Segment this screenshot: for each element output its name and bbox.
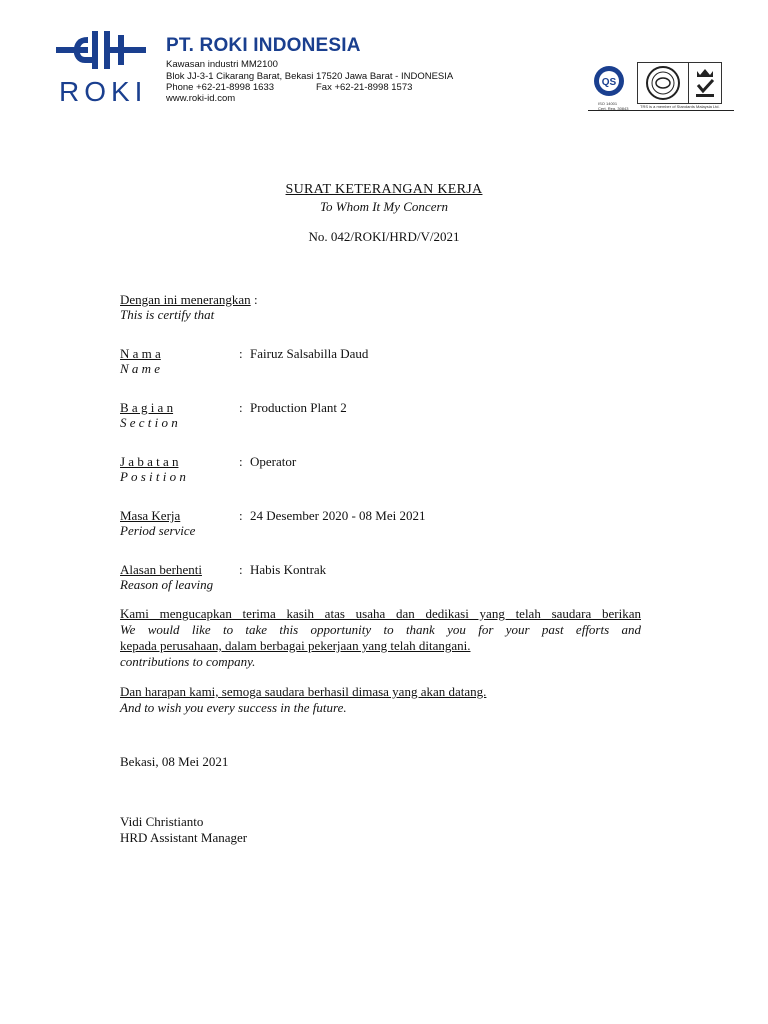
place-and-date: Bekasi, 08 Mei 2021 — [120, 754, 229, 769]
field-label-en: Period service — [120, 523, 196, 538]
field-label-en: P o s i t i o n — [120, 469, 186, 484]
iso-certification-mark — [588, 62, 630, 102]
field-label-id: J a b a t a n — [120, 454, 179, 469]
cert-caption-iso: ISO 14001 — [598, 101, 618, 106]
intro-statement — [120, 292, 258, 308]
field-label-id: Alasan berhenti — [120, 562, 202, 577]
hope-id-text: Dan harapan kami, semoga saudara berhasil dimasa yang akan datang. — [120, 684, 487, 699]
field-colon: : — [239, 346, 243, 361]
field-value: Fairuz Salsabilla Daud — [250, 346, 369, 361]
field-value: Operator — [250, 454, 297, 469]
header-divider — [588, 110, 734, 111]
document-number: No. 042/ROKI/HRD/V/2021 — [308, 229, 460, 244]
ukas-certification-mark — [688, 62, 722, 104]
document-title: SURAT KETERANGAN KERJA — [285, 182, 483, 197]
svg-text:QS: QS — [601, 77, 617, 88]
logo-wordmark: ROKI — [59, 76, 148, 107]
field-value: Production Plant 2 — [250, 400, 347, 415]
field-label-id: B a g i a n — [120, 400, 174, 415]
field-label-id: N a m a — [120, 346, 161, 361]
seal-icon — [638, 63, 688, 103]
intro-en: This is certify that — [120, 307, 215, 322]
company-logo — [55, 30, 147, 106]
address-line-1: Kawasan industri MM2100 — [166, 59, 278, 70]
thanks-en-line-1: We would like to take this opportunity to thank you for your past efforts and — [120, 622, 641, 637]
signatory-title: HRD Assistant Manager — [120, 830, 248, 845]
field-label-id: Masa Kerja — [120, 508, 181, 523]
hope-id — [120, 684, 486, 700]
signatory-name: Vidi Christianto — [120, 814, 204, 829]
website-link[interactable]: www.roki-id.com — [166, 93, 236, 104]
iso-badge-icon — [588, 62, 630, 102]
intro-colon: : — [250, 292, 258, 307]
crown-check-icon — [689, 63, 721, 103]
field-label-en: N a m e — [120, 361, 161, 376]
field-colon: : — [239, 562, 243, 577]
thanks-en-line-2: contributions to company. — [120, 654, 256, 669]
field-label-en: Reason of leaving — [120, 577, 214, 592]
field-label-en: S e c t i o n — [120, 415, 178, 430]
phone-number: Phone +62-21-8998 1633 — [166, 82, 275, 93]
cert-caption-member: TRS is a member of Standards Malaysia Ltd. — [640, 104, 720, 109]
thanks-id-line-2 — [120, 638, 641, 654]
fax-number: Fax +62-21-8998 1573 — [316, 82, 413, 93]
field-value: Habis Kontrak — [250, 562, 327, 577]
field-colon: : — [239, 454, 243, 469]
circular-certification-seal — [637, 62, 689, 104]
thanks-id-line-1: Kami mengucapkan terima kasih atas usaha dan dedikasi yang telah saudara berikan — [120, 606, 641, 621]
document-subtitle: To Whom It My Concern — [319, 199, 449, 214]
cert-caption-reg: Cert. Reg. 30843 — [598, 106, 629, 111]
address-line-2: Blok JJ-3-1 Cikarang Barat, Bekasi 17520 Jawa Barat - INDONESIA — [166, 71, 454, 82]
field-colon: : — [239, 400, 243, 415]
company-name: PT. ROKI INDONESIA — [166, 35, 361, 56]
field-colon: : — [239, 508, 243, 523]
hope-en: And to wish you every success in the future. — [120, 700, 347, 715]
field-value: 24 Desember 2020 - 08 Mei 2021 — [250, 508, 426, 523]
thanks-id-line-2-text: kepada perusahaan, dalam berbagai pekerjaan yang telah ditangani. — [120, 638, 471, 653]
intro-id: Dengan ini menerangkan — [120, 292, 251, 307]
